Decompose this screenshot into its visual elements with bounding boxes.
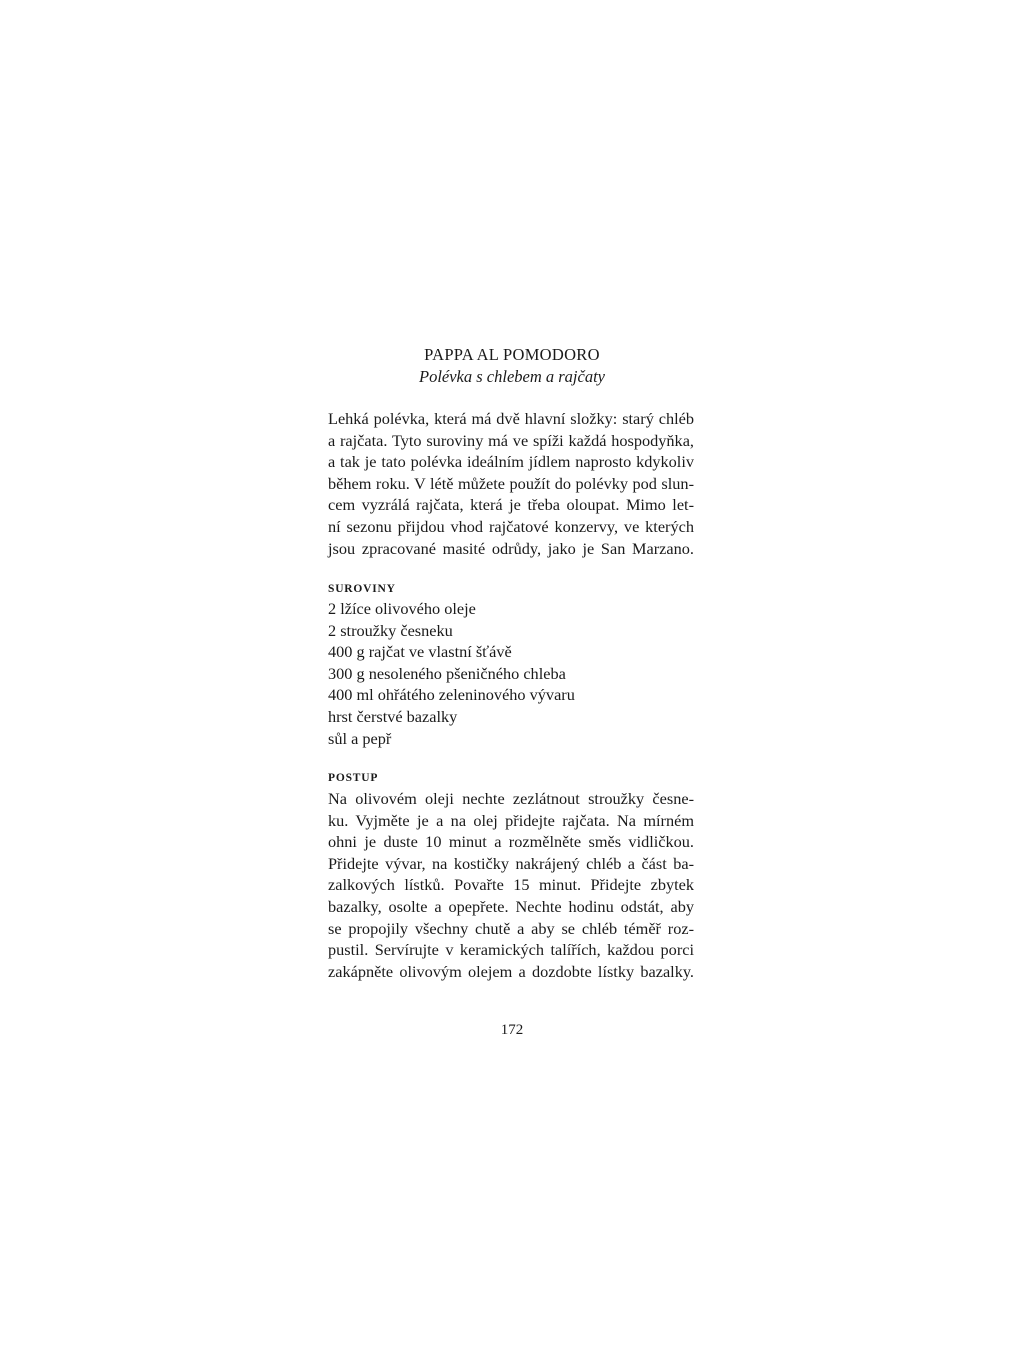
method-line: ku. Vyjměte je a na olej přidejte rajčata. Na mírném (328, 810, 694, 830)
ingredient-item: 300 g nesoleného pšeničného chleba (328, 663, 566, 683)
method-line: bazalky, osolte a opepřete. Nechte hodinu odstát, aby (328, 896, 694, 916)
intro-line: Lehká polévka, která má dvě hlavní složky: starý chléb (328, 409, 694, 428)
method-heading: POSTUP (328, 772, 379, 784)
ingredient-item: 2 stroužky česneku (328, 620, 453, 640)
intro-line: a tak je tato polévka ideálním jídlem naprosto kdykoliv (328, 452, 694, 472)
ingredient-item: 400 g rajčat ve vlastní šťávě (328, 642, 512, 662)
method-line: se propojily všechny chutě a aby se chléb téměř roz- (328, 918, 694, 938)
ingredients-heading: SUROVINY (328, 583, 396, 595)
method-line: Na olivovém oleji nechte zezlátnout stroužky česne- (328, 789, 694, 808)
ingredient-item: 400 ml ohřátého zeleninového vývaru (328, 685, 575, 705)
intro-line: jsou zpracované masité odrůdy, jako je San Marzano. (328, 538, 694, 558)
intro-line: a rajčata. Tyto suroviny má ve spíži každá hospodyňka, (328, 430, 694, 450)
recipe-subtitle: Polévka s chlebem a rajčaty (418, 367, 605, 386)
method-line: zalkových lístků. Povařte 15 minut. Přidejte zbytek (328, 875, 694, 895)
method-line: zakápněte olivovým olejem a dozdobte lístky bazalky. (328, 961, 694, 981)
page-number: 172 (500, 1022, 524, 1038)
method-line: pustil. Servírujte v keramických talířích, každou porci (328, 940, 694, 960)
ingredient-item: 2 lžíce olivového oleje (328, 599, 476, 618)
recipe-intro (328, 408, 694, 559)
ingredient-item: sůl a pepř (328, 728, 392, 748)
intro-line: ní sezonu přijdou vhod rajčatové konzervy, ve kterých (328, 516, 694, 536)
method-text (328, 788, 694, 982)
method-line: Přidejte vývar, na kostičky nakrájený chléb a část ba- (328, 853, 694, 873)
ingredient-item: hrst čerstvé bazalky (328, 706, 458, 726)
intro-line: cem vyzrálá rajčata, která je třeba oloupat. Mimo let- (328, 495, 694, 515)
recipe-title: PAPPA AL POMODORO (424, 345, 600, 364)
method-line: ohni je duste 10 minut a rozmělněte směs vidličkou. (328, 832, 694, 852)
intro-line: během roku. V létě můžete použít do polévky pod slun- (328, 473, 694, 493)
ingredients-list (328, 598, 694, 749)
